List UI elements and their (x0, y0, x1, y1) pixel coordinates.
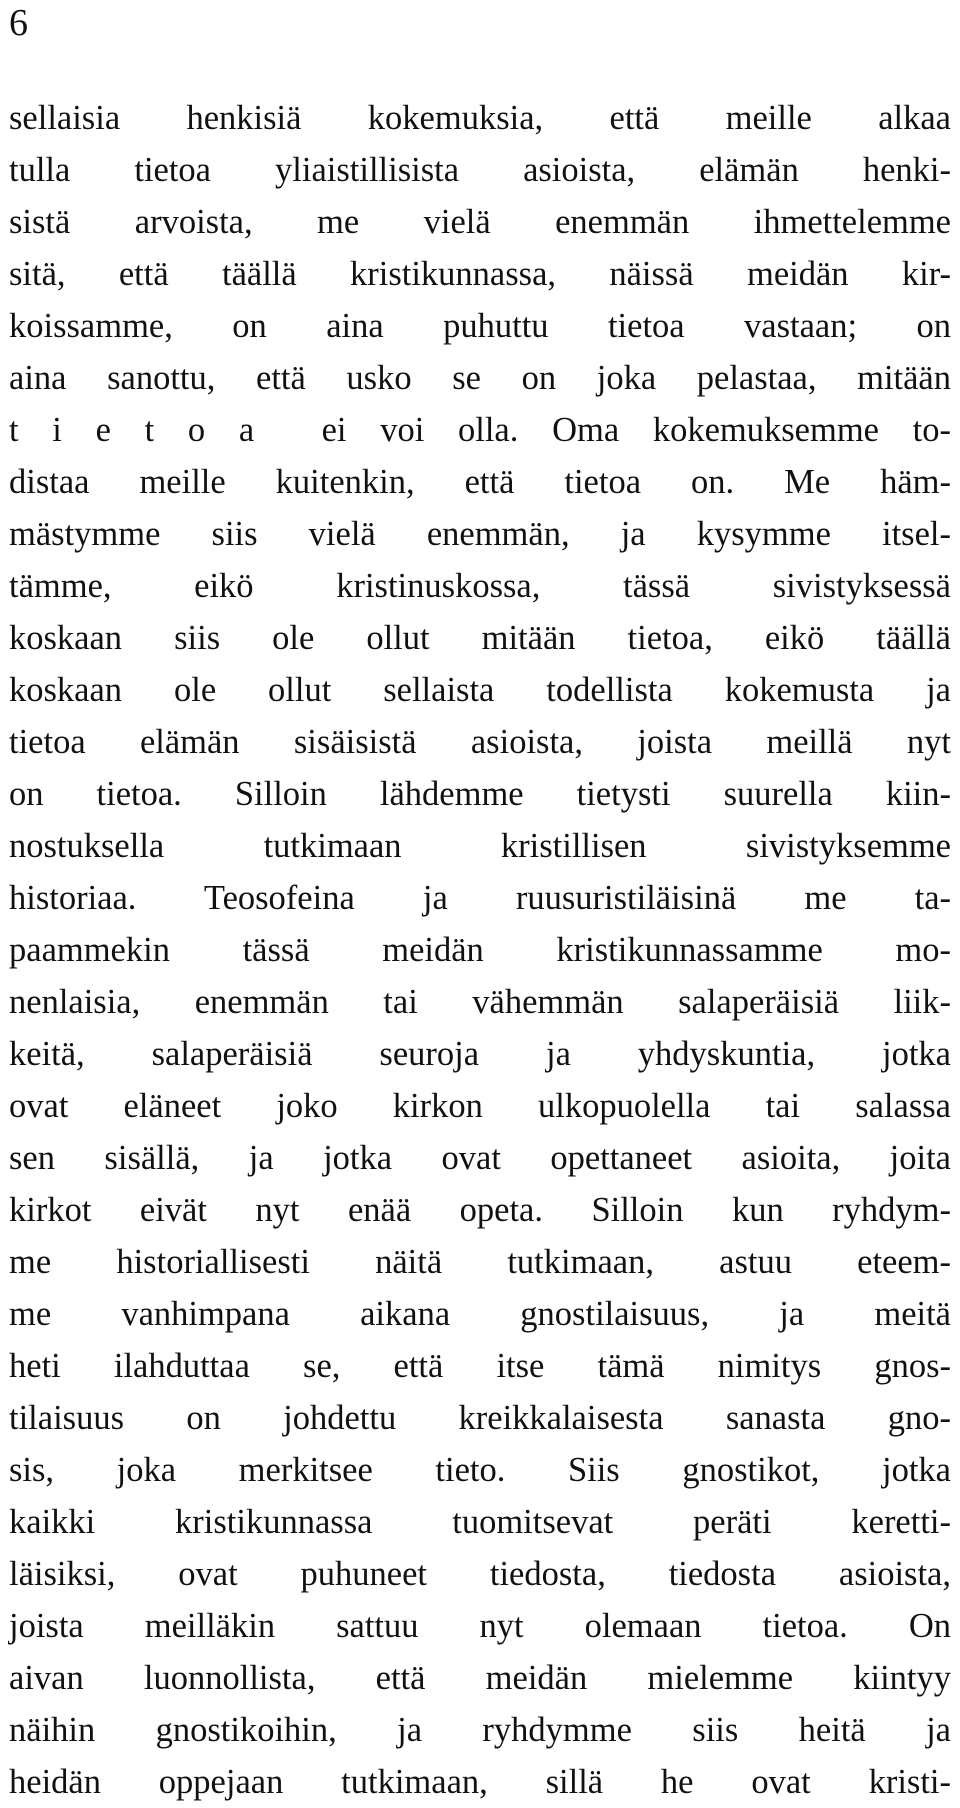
text-line-1: sellaisia henkisiä kokemuksia, että meille alkaa (9, 99, 951, 137)
text-line-16: historiaa. Teosofeina ja ruusuristiläisinä me ta- (9, 879, 951, 917)
text-line-20: ovat eläneet joko kirkon ulkopuolella tai salassa (9, 1087, 951, 1125)
text-line-19: keitä, salaperäisiä seuroja ja yhdyskuntia, jotka (9, 1035, 951, 1073)
text-line-17: paammekin tässä meidän kristikunnassamme mo- (9, 931, 951, 969)
body-text (9, 92, 951, 1808)
text-line-18: nenlaisia, enemmän tai vähemmän salaperäisiä liik- (9, 983, 951, 1021)
text-line-24: me vanhimpana aikana gnostilaisuus, ja meitä (9, 1295, 951, 1333)
text-line-7: t i e t o a ei voi olla. Oma kokemuksemme to- (9, 411, 951, 449)
text-line-10: tämme, eikö kristinuskossa, tässä sivistyksessä (9, 567, 951, 605)
text-line-28: kaikki kristikunnassa tuomitsevat peräti keretti- (9, 1503, 951, 1541)
text-line-29: läisiksi, ovat puhuneet tiedosta, tiedosta asioista, (9, 1555, 951, 1593)
text-line-25: heti ilahduttaa se, että itse tämä nimitys gnos- (9, 1347, 951, 1385)
text-line-23: me historiallisesti näitä tutkimaan, astuu eteem- (9, 1243, 951, 1281)
text-line-2: tulla tietoa yliaistillisista asioista, elämän henki- (9, 151, 951, 189)
text-line-13: tietoa elämän sisäisistä asioista, joista meillä nyt (9, 723, 951, 761)
page-number: 6 (9, 2, 28, 44)
text-line-4: sitä, että täällä kristikunnassa, näissä meidän kir- (9, 255, 951, 293)
text-line-32: näihin gnostikoihin, ja ryhdymme siis heitä ja (9, 1711, 951, 1749)
text-line-5: koissamme, on aina puhuttu tietoa vastaan; on (9, 307, 951, 345)
text-line-22: kirkot eivät nyt enää opeta. Silloin kun ryhdym- (9, 1191, 951, 1229)
text-line-3: sistä arvoista, me vielä enemmän ihmettelemme (9, 203, 951, 241)
text-line-33: heidän oppejaan tutkimaan, sillä he ovat kristi- (9, 1763, 951, 1801)
text-line-30: joista meilläkin sattuu nyt olemaan tietoa. On (9, 1607, 951, 1645)
text-line-14: on tietoa. Silloin lähdemme tietysti suurella kiin- (9, 775, 951, 813)
text-line-6: aina sanottu, että usko se on joka pelastaa, mitään (9, 359, 951, 397)
text-line-12: koskaan ole ollut sellaista todellista kokemusta ja (9, 671, 951, 709)
text-line-21: sen sisällä, ja jotka ovat opettaneet asioita, joita (9, 1139, 951, 1177)
text-line-9: mästymme siis vielä enemmän, ja kysymme itsel- (9, 515, 951, 553)
text-line-27: sis, joka merkitsee tieto. Siis gnostikot, jotka (9, 1451, 951, 1489)
text-line-15: nostuksella tutkimaan kristillisen sivistyksemme (9, 827, 951, 865)
text-line-26: tilaisuus on johdettu kreikkalaisesta sanasta gno- (9, 1399, 951, 1437)
text-line-11: koskaan siis ole ollut mitään tietoa, eikö täällä (9, 619, 951, 657)
text-line-8: distaa meille kuitenkin, että tietoa on. Me häm- (9, 463, 951, 501)
text-line-31: aivan luonnollista, että meidän mielemme kiintyy (9, 1659, 951, 1697)
